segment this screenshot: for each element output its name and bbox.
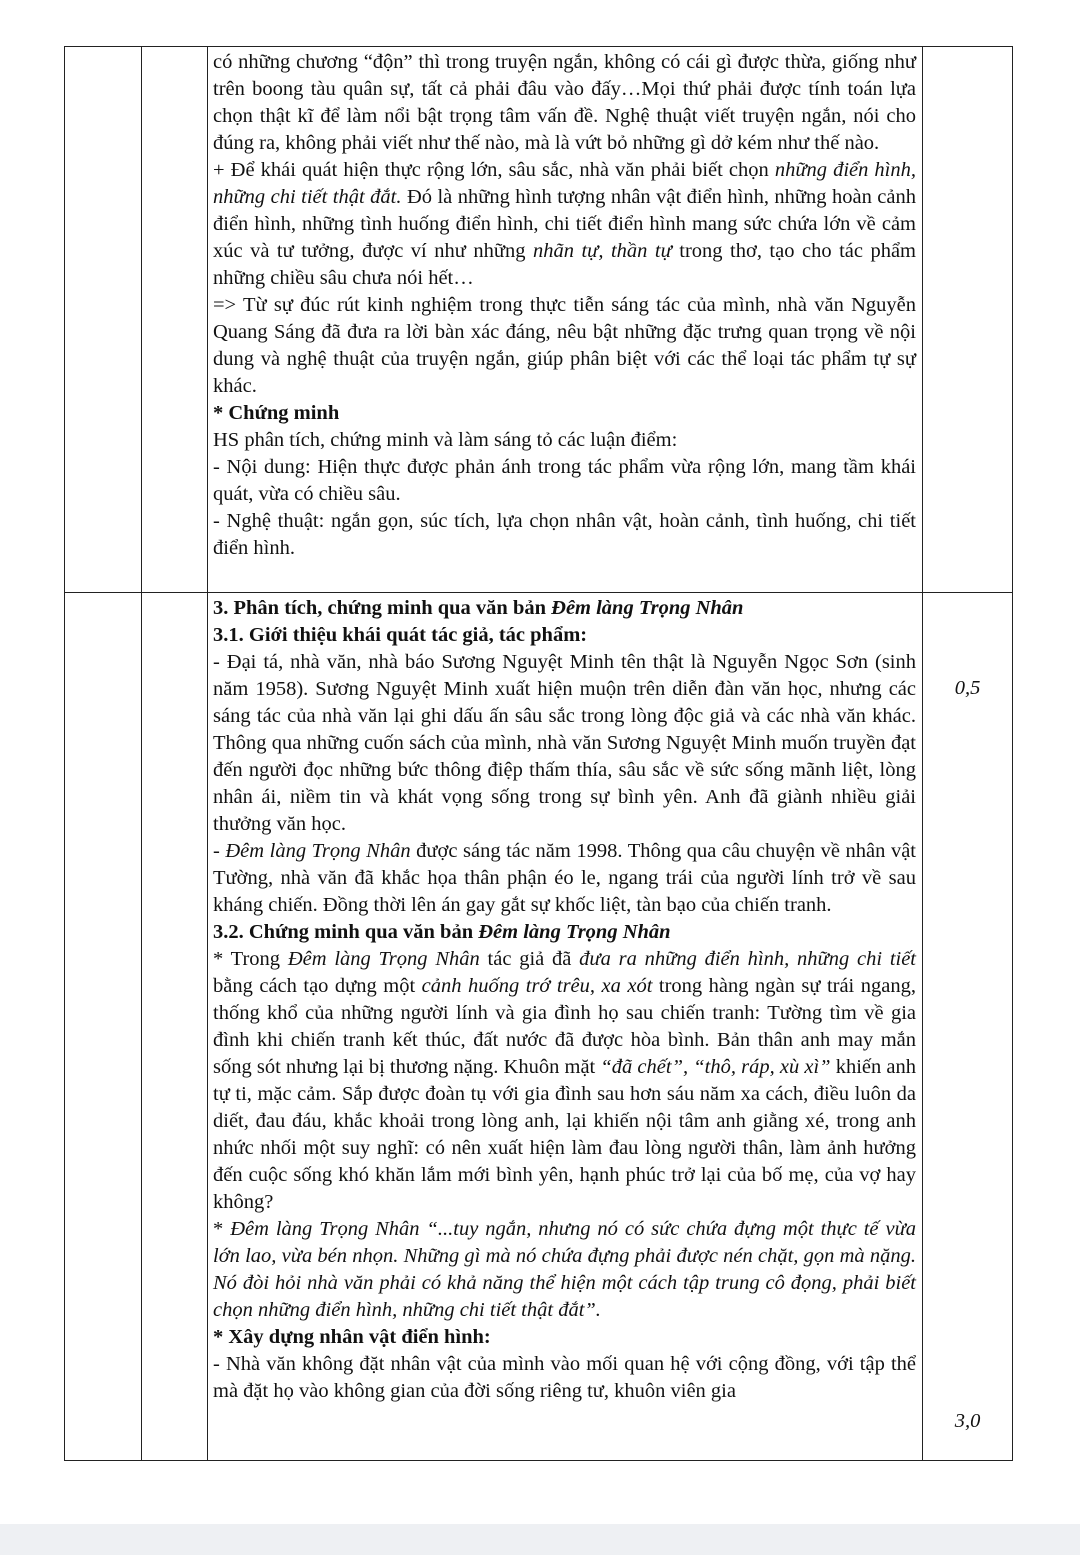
paragraph-quote [213, 1216, 916, 1324]
proof-content: - Nội dung: Hiện thực được phản ánh trong tác phẩm vừa rộng lớn, mang tầm khái quát, vừa có chiều sâu. [213, 456, 916, 505]
paragraph-conclusion: => Từ sự đúc rút kinh nghiệm trong thực tiễn sáng tác của mình, nhà văn Nguyễn Quang Sáng đã đưa ra lời bàn xác đáng, nêu bật những đặc trưng quan trọng về nội dung và nghệ thuật của truyện ngắn, giúp phân biệt với các thể loại tác phẩm tự sự khác. [213, 294, 916, 397]
text-run: khiến anh tự ti, mặc cảm. Sắp được đoàn tụ với gia đình sau hơn sáu năm xa cách, điều luôn da diết, đau đáu, khắc khoải trong lòng anh, lại khiến nội tâm anh giằng xé, trong anh nhức nhối một suy nghĩ: có nên xuất hiện làm đau lòng người thân, làm ảnh hưởng đến cuộc sống khó khăn lắm mới bình yên, hạnh phúc trở lại của bố mẹ, của vợ hay không? [213, 1056, 916, 1213]
italic-run: nhãn tự, thần tự [532, 240, 672, 262]
proof-art: - Nghệ thuật: ngắn gọn, súc tích, lựa chọn nhân vật, hoàn cảnh, tình huống, chi tiết điển hình. [213, 510, 916, 559]
italic-run: những điển hình, những chi tiết thật đắt. [213, 159, 917, 208]
text-run: 3.2. Chứng minh qua văn bản [213, 921, 479, 943]
proof-heading: * Chứng minh [213, 402, 340, 424]
paragraph-character: - Nhà văn không đặt nhân vật của mình vào mối quan hệ với cộng đồng, với tập thể mà đặt họ vào không gian của đời sống riêng tư, khuôn viên gia [213, 1353, 916, 1402]
criteria-cell [142, 47, 208, 593]
paragraph-situation [213, 946, 916, 1216]
subsection-heading [213, 919, 916, 946]
italic-run: cảnh huống trớ trêu, xa xót [421, 975, 653, 997]
text-run: trong hàng ngàn sự trái ngang, thống khổ của những người lính và gia đình họ sau chiến tranh: Tường tìm về gia đình khi chiến tranh kết thúc, đất nước đã được hòa bình. Bản thân anh may mắn sống sót nhưng lại bị thương nặng. Khuôn mặt [213, 975, 916, 1078]
table-row [65, 47, 1013, 593]
score-character: 3,0 [954, 1410, 981, 1432]
text-run: 3. Phân tích, chứng minh qua văn bản [213, 597, 552, 619]
score-cell [923, 593, 1013, 1461]
section-number-cell [65, 593, 142, 1461]
text-run: * Trong [213, 948, 288, 970]
italic-run: Đêm làng Trọng Nhân [478, 921, 671, 943]
paragraph-author: - Đại tá, nhà văn, nhà báo Sương Nguyệt Minh tên thật là Nguyễn Ngọc Sơn (sinh năm 1958). Sương Nguyệt Minh xuất hiện muộn trên diễn đàn văn học, nhưng các sáng tác của nhà văn lại ghi dấu ấn sâu sắc trong lòng độc giả và các nhà văn khác. Thông qua những cuốn sách của mình, nhà văn Sương Nguyệt Minh muốn truyền đạt đến người đọc những bức thông điệp thấm thía, sâu sắc về sức sống mãnh liệt, lòng nhân ái, niềm tin và khát vọng sống trong sự bình yên. Anh đã giành nhiều giải thưởng văn học. [213, 651, 916, 835]
scoring-table [64, 46, 1013, 1461]
viewer-bottom-bar [0, 1524, 1080, 1555]
proof-intro: HS phân tích, chứng minh và làm sáng tỏ các luận điểm: [213, 429, 678, 451]
italic-run: Đêm làng Trọng Nhân [551, 597, 744, 619]
text-run: bằng cách tạo dựng một [213, 975, 422, 997]
italic-run: “đã chết”, “thô, ráp, xù xì” [600, 1056, 831, 1078]
content-cell [208, 47, 923, 593]
text-run: - [213, 840, 226, 862]
section-heading [213, 595, 916, 622]
text-run: tác giả đã [479, 948, 580, 970]
table-row [65, 593, 1013, 1461]
text-run: Đó là những hình tượng nhân vật điển hình, những hoàn cảnh điển hình, những tình huống điển hình, chi tiết điển hình mang sức chứa lớn về cảm xúc và tư tưởng, được ví như những [213, 186, 917, 262]
subsection-heading: 3.1. Giới thiệu khái quát tác giả, tác phẩm: [213, 624, 588, 646]
score-cell [923, 47, 1013, 593]
criteria-cell [142, 593, 208, 1461]
section-number-cell [65, 47, 142, 593]
italic-run: Đêm làng Trọng Nhân [225, 840, 411, 862]
text-run: * [213, 1218, 231, 1240]
paragraph-work [213, 838, 916, 919]
italic-run: đưa ra những điển hình, những chi tiết [579, 948, 916, 970]
content-cell [208, 593, 923, 1461]
italic-run: Đêm làng Trọng Nhân “...tuy ngắn, nhưng nó có sức chứa đựng một thực tế vừa lớn lao, vừa bén nhọn. Những gì mà nó chứa đựng phải được nén chặt, gọn mà nặng. Nó đòi hỏi nhà văn phải có khả năng thể hiện một cách tập trung cô đọng, phải biết chọn những điển hình, những chi tiết thật đắt”. [213, 1218, 916, 1321]
paragraph-intro: có những chương “độn” thì trong truyện ngắn, không có cái gì được thừa, giống như trên boong tàu quân sự, tất cả phải đâu vào đấy…Mọi thứ phải được tính toán lựa chọn thật kĩ để làm nổi bật trọng tâm vấn đề. Nghệ thuật viết truyện ngắn, nói cho đúng ra, không phải viết như thế nào, mà là vứt bỏ những gì dở kém như thế nào. [213, 51, 916, 154]
score-intro: 0,5 [954, 677, 981, 699]
text-run: trong thơ, tạo cho tác phẩm những chiều sâu chưa nói hết… [213, 240, 916, 289]
paragraph-typical [213, 157, 916, 292]
text-run: + Để khái quát hiện thực rộng lớn, sâu sắc, nhà văn phải biết chọn [213, 159, 775, 181]
character-heading: * Xây dựng nhân vật điển hình: [213, 1326, 491, 1348]
italic-run: Đêm làng Trọng Nhân [287, 948, 480, 970]
text-run: được sáng tác năm 1998. Thông qua câu chuyện về nhân vật Tường, nhà văn đã khắc họa thân phận éo le, ngang trái của người lính trở về sau kháng chiến. Đồng thời lên án gay gắt sự khốc liệt, tàn bạo của chiến tranh. [213, 840, 916, 916]
